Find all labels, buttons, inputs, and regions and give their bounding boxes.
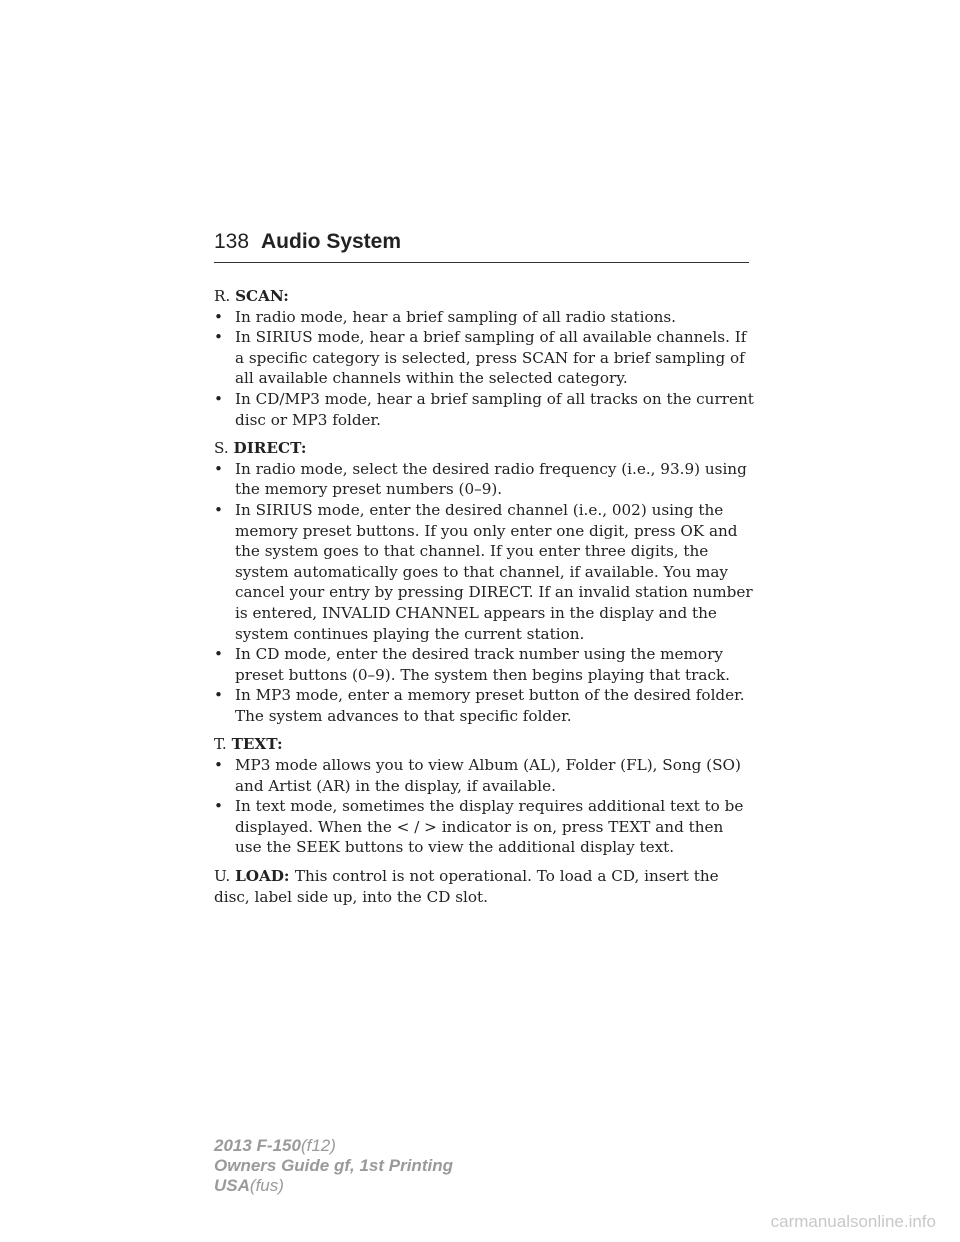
entry-title: DIRECT: — [233, 439, 307, 458]
footer-line-market — [214, 1176, 453, 1196]
entry-direct — [214, 438, 754, 726]
bullet-item: • In radio mode, select the desired radio frequency (i.e., 93.9) using the memory preset numbers (0–9). — [214, 459, 754, 500]
entry-text — [214, 734, 754, 858]
entry-load — [214, 866, 754, 907]
entry-heading — [214, 734, 754, 755]
bullet-list — [214, 755, 754, 858]
footer-market: USA — [214, 1176, 250, 1195]
bullet-item: • In CD/MP3 mode, hear a brief sampling of all tracks on the current disc or MP3 folder. — [214, 389, 754, 430]
footer-line-guide: Owners Guide gf, 1st Printing — [214, 1156, 453, 1175]
entry-heading — [214, 286, 754, 307]
footer-model-code: (f12) — [300, 1136, 336, 1155]
entry-letter: S. — [214, 439, 234, 458]
bullet-item: • In SIRIUS mode, hear a brief sampling of all available channels. If a specific category is selected, press SCAN for a brief sampling of all available channels within the selected category. — [214, 327, 754, 389]
entry-letter: T. — [214, 735, 232, 754]
entry-paragraph — [214, 866, 754, 907]
page-content — [214, 286, 754, 907]
entry-heading — [214, 438, 754, 459]
footer-model: 2013 F-150 — [214, 1136, 301, 1155]
bullet-item: • In radio mode, hear a brief sampling of all radio stations. — [214, 307, 754, 328]
entry-title: TEXT: — [231, 735, 283, 754]
entry-title: SCAN: — [235, 287, 289, 305]
bullet-item: • MP3 mode allows you to view Album (AL), Folder (FL), Song (SO) and Artist (AR) in the display, if available. — [214, 755, 754, 796]
bullet-item: • In CD mode, enter the desired track number using the memory preset buttons (0–9). The system then begins playing that track. — [214, 644, 754, 685]
bullet-item: • In text mode, sometimes the display requires additional text to be displayed. When the < / > indicator is on, press TEXT and then use the SEEK buttons to view the additional display text. — [214, 796, 754, 858]
page-number: 138 — [214, 230, 250, 253]
entry-text: This control is not operational. To load a CD, insert the disc, label side up, into the CD slot. — [214, 867, 719, 906]
watermark: carmanualsonline.info — [770, 1212, 936, 1231]
bullet-item: • In MP3 mode, enter a memory preset button of the desired folder. The system advances to that specific folder. — [214, 685, 754, 726]
page-footer — [214, 1136, 453, 1196]
entry-title: LOAD: — [235, 867, 295, 886]
page-header — [214, 230, 749, 263]
entry-letter: U. — [214, 867, 236, 886]
bullet-list — [214, 459, 754, 727]
entry-letter: R. — [214, 287, 236, 305]
footer-line-model — [214, 1136, 453, 1156]
bullet-list — [214, 307, 754, 431]
entry-scan — [214, 286, 754, 430]
section-title: Audio System — [261, 230, 402, 253]
footer-market-code: (fus) — [249, 1176, 284, 1195]
bullet-item: • In SIRIUS mode, enter the desired channel (i.e., 002) using the memory preset buttons. If you only enter one digit, press OK and the system goes to that channel. If you enter three digits, the system automatically goes to that channel, if available. You may cancel your entry by pressing DIRECT. If an invalid station number is entered, INVALID CHANNEL appears in the display and the system continues playing the current station. — [214, 500, 754, 644]
